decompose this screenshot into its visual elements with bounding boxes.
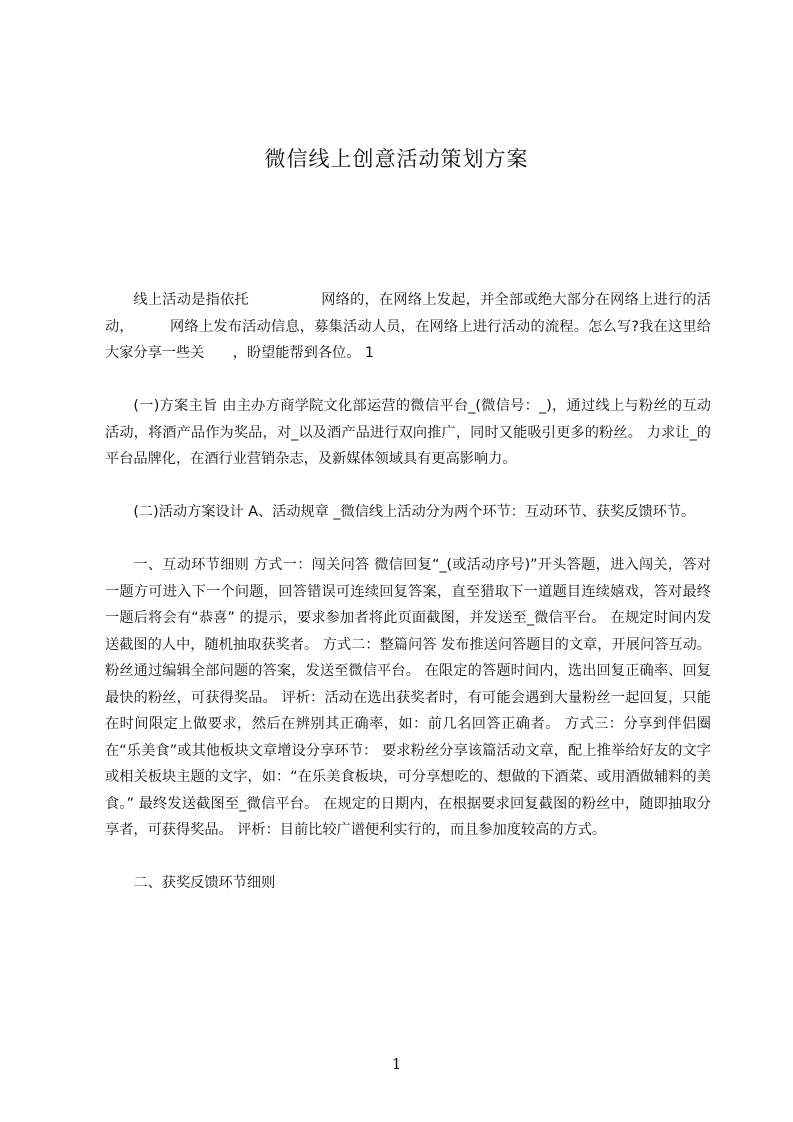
paragraph-design: (二)活动方案设计 A、活动规章 _微信线上活动分为两个环节：互动环节、获奖反馈环节。 (133, 504, 696, 520)
page-number: 1 (391, 1055, 402, 1073)
document-title: 微信线上创意活动策划方案 (264, 147, 529, 171)
paragraph-purpose: (一)方案主旨 由主办方商学院文化部运营的微信平台_(微信号：_)，通过线上与粉丝的互动活动，将酒产品作为奖品，对_以及酒产品进行双向推广，同时又能吸引更多的粉丝。 力求让_的平台品牌化，在酒行业营销杂志，及新媒体领域具有更高影响力。 (105, 398, 711, 467)
paragraph-intro: 线上活动是指依托 网络的，在网络上发起，并全部或绝大部分在网络上进行的活动， 网络上发布活动信息，募集活动人员，在网络上进行活动的流程。怎么写?我在这里给大家分享一些关 ，盼望能帮到各位。 1 (105, 292, 711, 361)
paragraph-feedback-heading: 二、获奖反馈环节细则 (133, 875, 276, 891)
document-body (105, 287, 711, 897)
paragraph-interaction-rules: 一、互动环节细则 方式一：闯关问答 微信回复“_(或活动序号)”开头答题，进入闯关，答对一题方可进入下一个问题，回答错误可连续回复答案，直至猎取下一道题目连续嬉戏，答对最终一题后将会有“恭喜” 的提示，要求参加者将此页面截图，并发送至_微信平台。 在规定时间内发送截图的人中，随机抽取获奖者。 方式二：整篇问答 发布推送问答题目的文章，开展问答互动。 粉丝通过编辑全部问题的答案，发送至微信平台。 在限定的答题时间内，选出回复正确率、回复最快的粉丝，可获得奖品。 评析：活动在选出获奖者时，有可能会遇到大量粉丝一起回复，只能在时间限定上做要求，然后在辨别其正确率，如：前几名回答正确者。 方式三：分享到伴侣圈 在“乐美食”或其他板块文章增设分享环节： 要求粉丝分享该篇活动文章，配上推举给好友的文字或相关板块主题的文字，如：“在乐美食板块，可分享想吃的、想做的下酒菜、或用酒做辅料的美食。” 最终发送截图至_微信平台。 在规定的日期内，在根据要求回复截图的粉丝中，随即抽取分享者，可获得奖品。 评析：目前比较广谱便利实行的，而且参加度较高的方式。 (105, 557, 711, 838)
